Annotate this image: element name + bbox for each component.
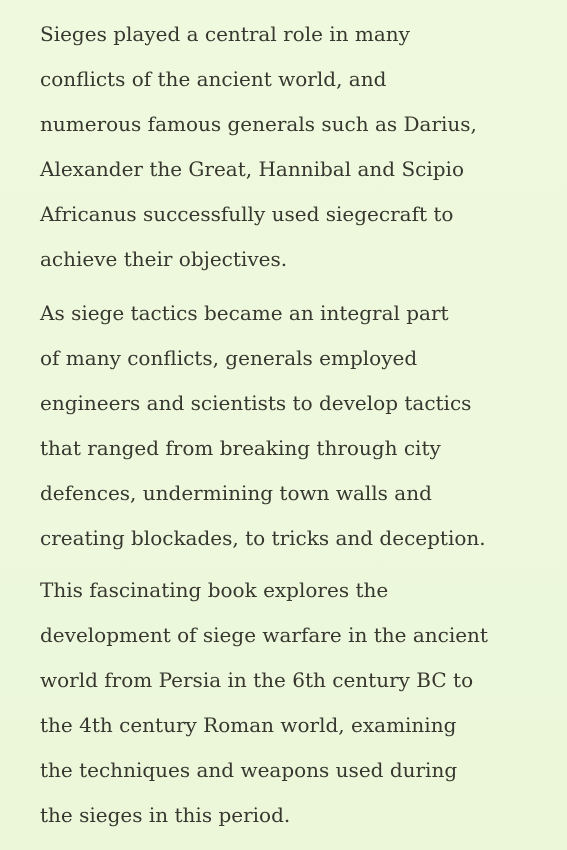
- text-line: creating blockades, to tricks and deception.: [40, 526, 486, 550]
- text-line: Sieges played a central role in many: [40, 22, 410, 46]
- text-line: the 4th century Roman world, examining: [40, 713, 457, 737]
- text-line: development of siege warfare in the ancient: [40, 623, 488, 647]
- text-line: defences, undermining town walls and: [40, 481, 432, 505]
- text-line: that ranged from breaking through city: [40, 436, 441, 460]
- text-line: numerous famous generals such as Darius,: [40, 112, 477, 136]
- text-line: As siege tactics became an integral part: [40, 301, 449, 325]
- text-line: This fascinating book explores the: [40, 578, 389, 602]
- text-line: conflicts of the ancient world, and: [40, 67, 387, 91]
- text-line: of many conflicts, generals employed: [40, 346, 418, 370]
- text-line: Africanus successfully used siegecraft to: [40, 202, 454, 226]
- text-line: world from Persia in the 6th century BC to: [40, 668, 474, 692]
- text-line: the techniques and weapons used during: [40, 758, 458, 782]
- text-line: engineers and scientists to develop tactics: [40, 391, 472, 415]
- text-line: the sieges in this period.: [40, 803, 291, 827]
- text-line: achieve their objectives.: [40, 247, 288, 271]
- text-line: Alexander the Great, Hannibal and Scipio: [40, 157, 464, 181]
